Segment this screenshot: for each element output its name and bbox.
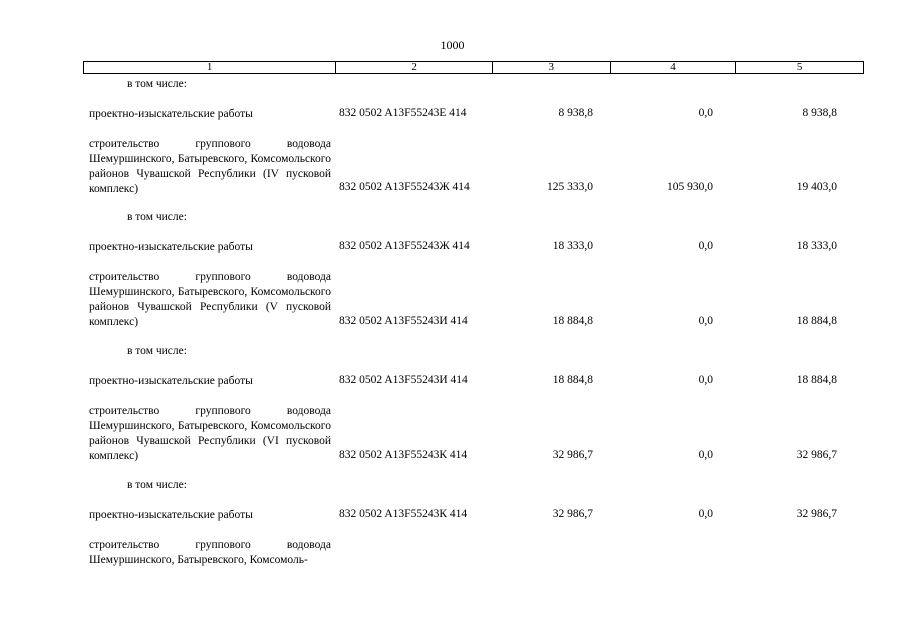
row-description: проектно-изыскательские работы bbox=[89, 108, 253, 120]
budget-code: 832 0502 A13F55243И 414 bbox=[339, 315, 468, 327]
value-col-5: 32 986,7 bbox=[796, 449, 837, 461]
value-col-4: 0,0 bbox=[698, 508, 713, 520]
value-col-3: 18 884,8 bbox=[552, 374, 593, 386]
budget-code: 832 0502 A13F55243Ж 414 bbox=[339, 240, 470, 252]
row-description: строительство группового водовода Шемуршинского, Батыревского, Комсомольского районов Чувашской Республики (IV пусковой комплекс) bbox=[89, 138, 331, 195]
column-header-row bbox=[83, 61, 864, 74]
row-description: строительство группового водовода Шемуршинского, Батыревского, Комсомольского районов Чувашской Республики (VI пусковой комплекс) bbox=[89, 405, 331, 462]
row-description: проектно-изыскательские работы bbox=[89, 509, 253, 521]
value-col-4: 0,0 bbox=[698, 240, 713, 252]
row-description: строительство группового водовода Шемуршинского, Батыревского, Комсомольского районов Чувашской Республики (V пусковой комплекс) bbox=[89, 271, 331, 328]
value-col-3: 18 333,0 bbox=[552, 240, 593, 252]
value-col-5: 19 403,0 bbox=[796, 181, 837, 193]
value-col-3: 8 938,8 bbox=[558, 107, 593, 119]
subheading-label: в том числе: bbox=[127, 211, 187, 223]
row-description: проектно-изыскательские работы bbox=[89, 241, 253, 253]
value-col-5: 18 333,0 bbox=[796, 240, 837, 252]
value-col-5: 18 884,8 bbox=[796, 315, 837, 327]
value-col-4: 0,0 bbox=[698, 107, 713, 119]
column-header-5: 5 bbox=[796, 61, 803, 73]
value-col-3: 18 884,8 bbox=[552, 315, 593, 327]
column-header-3: 3 bbox=[493, 62, 611, 73]
subheading-label: в том числе: bbox=[127, 479, 187, 491]
column-header-2: 2 bbox=[336, 62, 493, 73]
row-description: проектно-изыскательские работы bbox=[89, 375, 253, 387]
budget-code: 832 0502 A13F55243К 414 bbox=[339, 449, 468, 461]
budget-code: 832 0502 A13F55243Е 414 bbox=[339, 107, 467, 119]
value-col-4: 105 930,0 bbox=[667, 181, 713, 193]
budget-code: 832 0502 A13F55243К 414 bbox=[339, 508, 468, 520]
value-col-3: 32 986,7 bbox=[552, 508, 593, 520]
value-col-5: 18 884,8 bbox=[796, 374, 837, 386]
value-col-4: 0,0 bbox=[698, 449, 713, 461]
row-description: строительство группового водовода Шемуршинского, Батыревского, Комсомоль- bbox=[89, 539, 331, 566]
column-header-1: 1 bbox=[84, 62, 336, 73]
column-header-4: 4 bbox=[611, 62, 737, 73]
value-col-3: 125 333,0 bbox=[547, 181, 593, 193]
value-col-4: 0,0 bbox=[698, 315, 713, 327]
budget-code: 832 0502 A13F55243И 414 bbox=[339, 374, 468, 386]
page-number: 1000 bbox=[440, 38, 465, 52]
value-col-5: 8 938,8 bbox=[802, 107, 837, 119]
value-col-3: 32 986,7 bbox=[552, 449, 593, 461]
subheading-label: в том числе: bbox=[127, 345, 187, 357]
value-col-5: 32 986,7 bbox=[796, 508, 837, 520]
subheading-label: в том числе: bbox=[127, 78, 187, 90]
budget-code: 832 0502 A13F55243Ж 414 bbox=[339, 181, 470, 193]
value-col-4: 0,0 bbox=[698, 374, 713, 386]
